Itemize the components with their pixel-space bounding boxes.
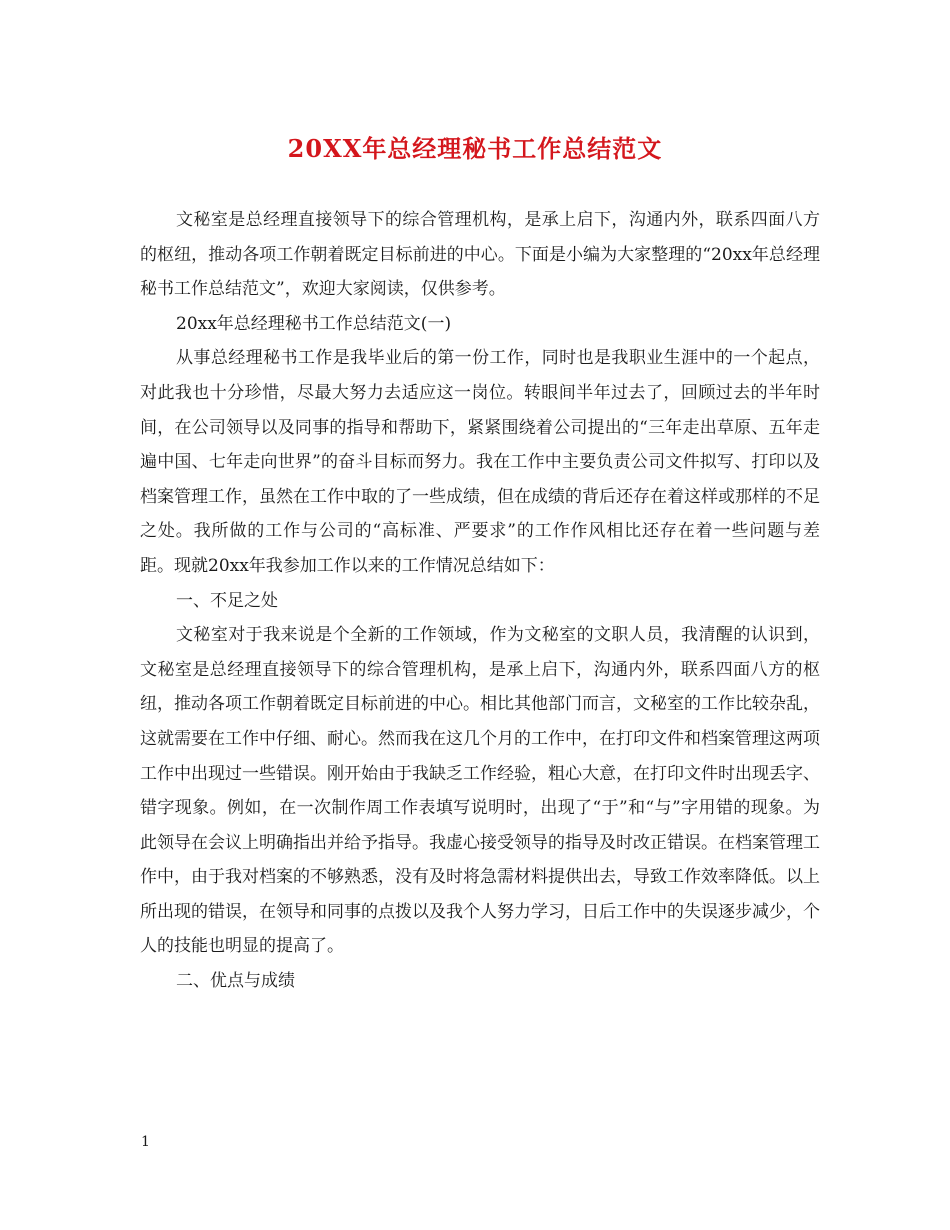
intro-paragraph: 文秘室是总经理直接领导下的综合管理机构，是承上启下，沟通内外，联系四面八方的枢纽，推动各项工作朝着既定目标前进的中心。下面是小编为大家整理的“20xx年总经理秘书工作总结范文”，欢迎大家阅读，仅供参考。 — [140, 210, 820, 300]
document-title: 20XX年总经理秘书工作总结范文 — [287, 134, 663, 163]
section-heading-shortcomings: 一、不足之处 — [176, 590, 278, 611]
section-heading-strengths: 二、优点与成绩 — [176, 971, 295, 992]
page-number: 1 — [141, 1134, 150, 1150]
section-heading-example-one: 20xx年总经理秘书工作总结范文(一) — [176, 313, 452, 334]
body-paragraph-career-start: 从事总经理秘书工作是我毕业后的第一份工作，同时也是我职业生涯中的一个起点，对此我也十分珍惜，尽最大努力去适应这一岗位。转眼间半年过去了，回顾过去的半年时间，在公司领导以及同事的指导和帮助下，紧紧围绕着公司提出的“三年走出草原、五年走遍中国、七年走向世界”的奋斗目标而努力。我在工作中主要负责公司文件拟写、打印以及档案管理工作，虽然在工作中取的了一些成绩，但在成绩的背后还存在着这样或那样的不足之处。我所做的工作与公司的“高标准、严要求”的工作作风相比还存在着一些问题与差距。现就20xx年我参加工作以来的工作情况总结如下： — [140, 348, 820, 576]
body-paragraph-shortcomings: 文秘室对于我来说是个全新的工作领域，作为文秘室的文职人员，我清醒的认识到，文秘室是总经理直接领导下的综合管理机构，是承上启下，沟通内外，联系四面八方的枢纽，推动各项工作朝着既定目标前进的中心。相比其他部门而言，文秘室的工作比较杂乱，这就需要在工作中仔细、耐心。然而我在这几个月的工作中，在打印文件和档案管理这两项工作中出现过一些错误。刚开始由于我缺乏工作经验，粗心大意，在打印文件时出现丢字、错字现象。例如，在一次制作周工作表填写说明时，出现了“于”和“与”字用错的现象。为此领导在会议上明确指出并给予指导。我虚心接受领导的指导及时改正错误。在档案管理工作中，由于我对档案的不够熟悉，没有及时将急需材料提供出去，导致工作效率降低。以上所出现的错误，在领导和同事的点拨以及我个人努力学习，日后工作中的失误逐步减少，个人的技能也明显的提高了。 — [140, 625, 820, 957]
document-body — [140, 203, 820, 999]
